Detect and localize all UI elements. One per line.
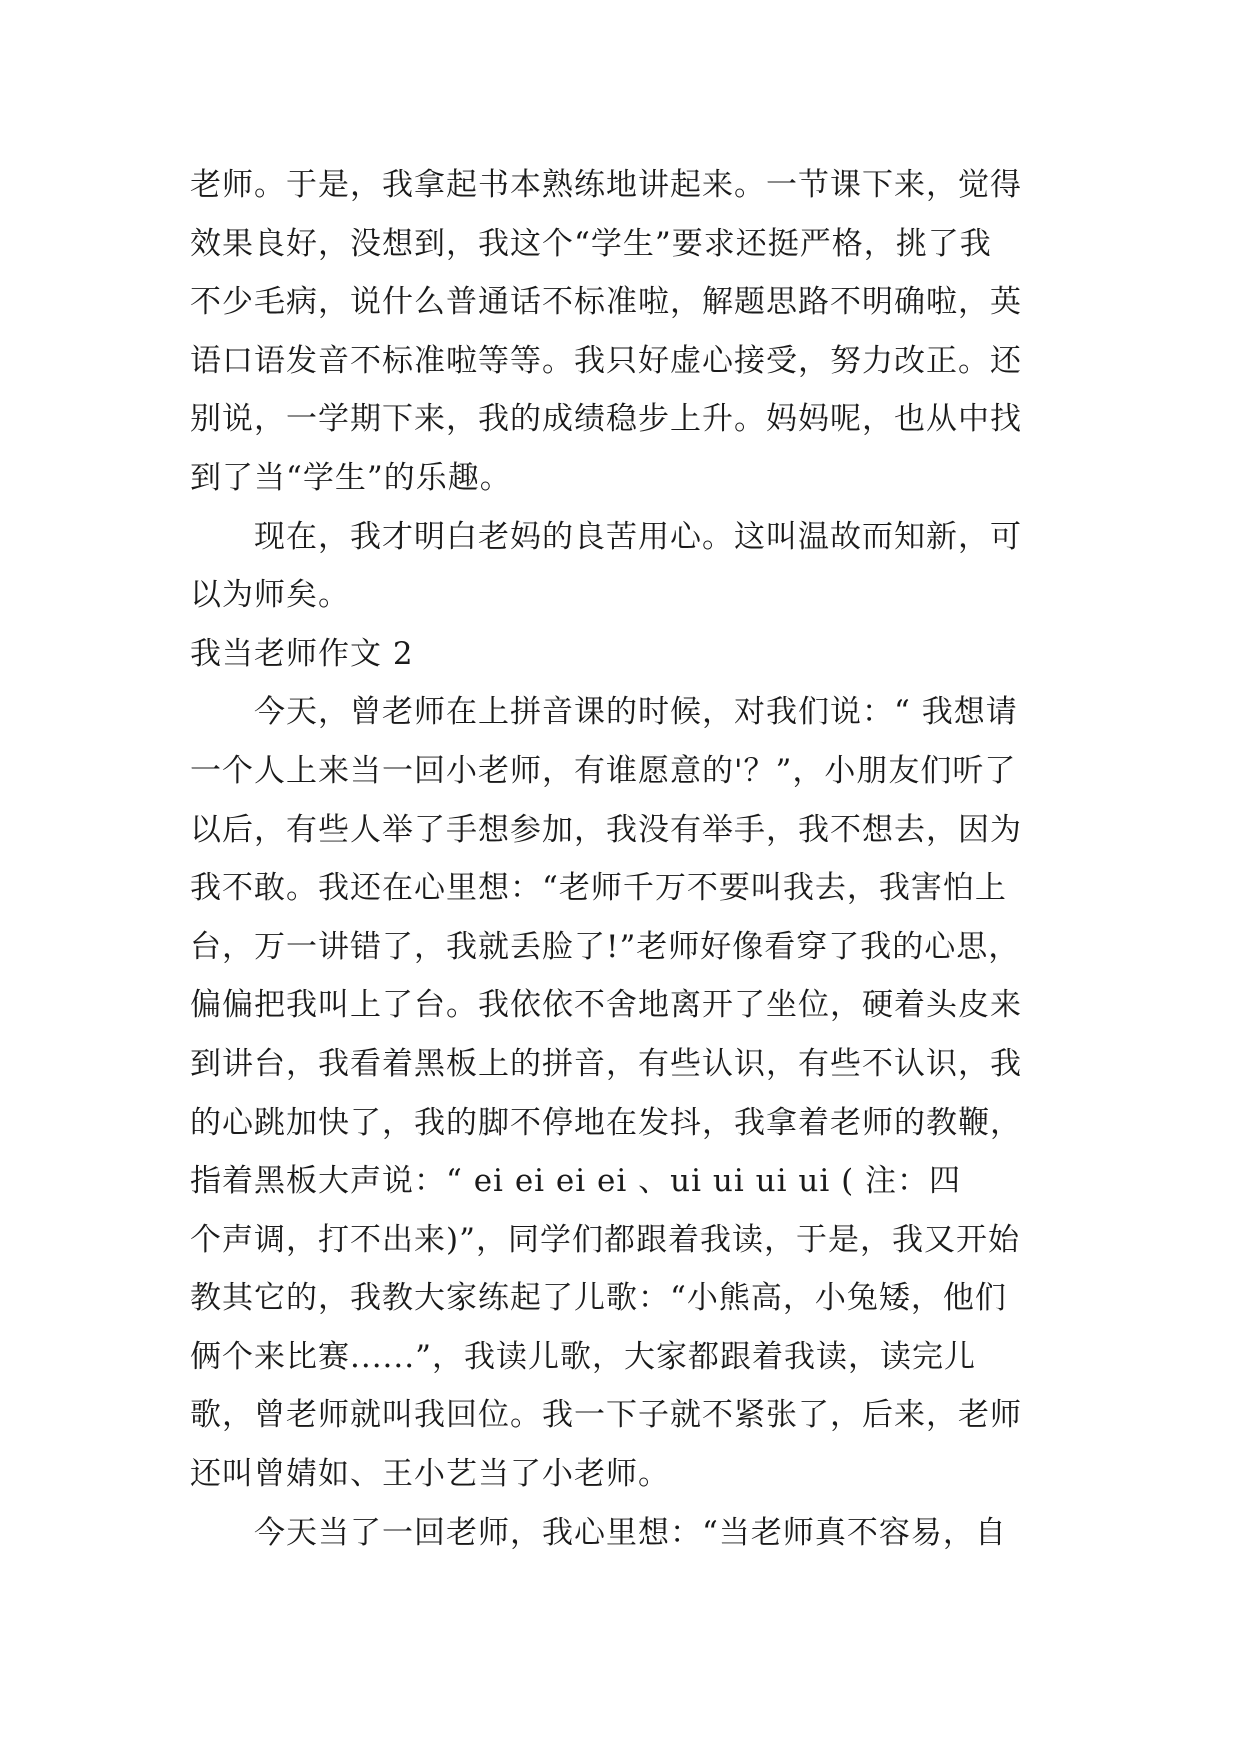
section-heading: 我当老师作文 2 — [190, 635, 414, 672]
text-line: 到讲台，我看着黑板上的拼音，有些认识，有些不认识，我 — [190, 1045, 1022, 1082]
text-line: 台，万一讲错了，我就丢脸了!”老师好像看穿了我的心思， — [190, 928, 1021, 965]
text-line: 现在，我才明白老妈的良苦用心。这叫温故而知新，可 — [254, 518, 1022, 555]
text-line: 不少毛病，说什么普通话不标准啦，解题思路不明确啦，英 — [190, 284, 1022, 321]
text-line: 语口语发音不标准啦等等。我只好虚心接受，努力改正。还 — [190, 342, 1022, 379]
text-line: 今天当了一回老师，我心里想：“当老师真不容易，自 — [254, 1514, 1007, 1551]
text-line: 还叫曾婧如、王小艺当了小老师。 — [190, 1456, 670, 1493]
text-line: 别说，一学期下来，我的成绩稳步上升。妈妈呢，也从中找 — [190, 401, 1022, 438]
text-line: 以为师矣。 — [190, 577, 350, 614]
document-body — [190, 156, 1070, 1562]
text-line: 指着黑板大声说：“ ei ei ei ei 、ui ui ui ui ( 注：四 — [190, 1163, 962, 1200]
text-line: 一个人上来当一回小老师，有谁愿意的'？”，小朋友们听了 — [190, 752, 1017, 789]
text-line: 的心跳加快了，我的脚不停地在发抖，我拿着老师的教鞭， — [190, 1104, 1022, 1141]
text-line: 到了当“学生”的乐趣。 — [190, 459, 512, 496]
text-line: 以后，有些人举了手想参加，我没有举手，我不想去，因为 — [190, 811, 1022, 848]
text-line: 我不敢。我还在心里想：“老师千万不要叫我去，我害怕上 — [190, 870, 1007, 907]
text-line: 歌，曾老师就叫我回位。我一下子就不紧张了，后来，老师 — [190, 1397, 1022, 1434]
text-line: 今天，曾老师在上拼音课的时候，对我们说：“ 我想请 — [254, 694, 1018, 731]
text-line: 教其它的，我教大家练起了儿歌：“小熊高，小兔矮，他们 — [190, 1280, 1007, 1317]
text-line: 个声调，打不出来)”，同学们都跟着我读，于是，我又开始 — [190, 1221, 1020, 1258]
text-line: 老师。于是，我拿起书本熟练地讲起来。一节课下来，觉得 — [190, 167, 1022, 203]
text-line: 效果良好，没想到，我这个“学生”要求还挺严格，挑了我 — [190, 225, 992, 262]
text-line: 俩个来比赛......”，我读儿歌，大家都跟着我读，读完儿 — [190, 1338, 976, 1375]
text-line: 偏偏把我叫上了台。我依依不舍地离开了坐位，硬着头皮来 — [190, 987, 1022, 1024]
